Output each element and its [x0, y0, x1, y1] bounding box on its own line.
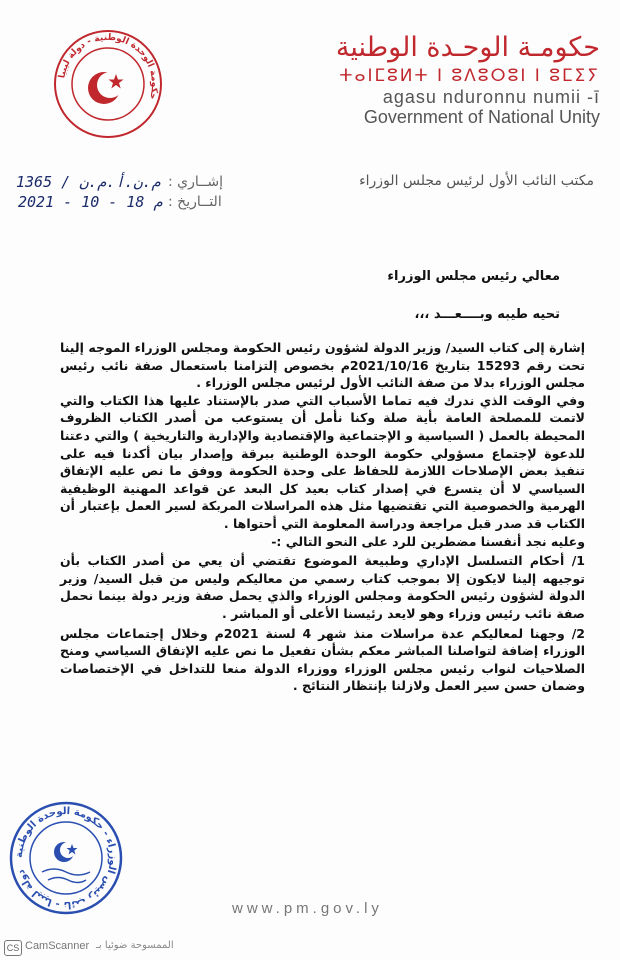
reference-number: 1365 / م.ن.أ.م.ن [16, 173, 161, 191]
website-url: www.pm.gov.ly [232, 900, 383, 917]
salutation: معالي رئيس مجلس الوزراء [387, 269, 560, 284]
government-name-arabic: حكومـة الوحـدة الوطنية [335, 32, 600, 63]
camscanner-name: CamScanner [25, 940, 90, 952]
official-stamp [8, 800, 124, 916]
paragraph-response-intro: وعليه نجد أنفسنا مضطرين للرد على النحو التالي :- [271, 533, 585, 549]
camscanner-icon: CS [4, 940, 22, 956]
paragraph-reference: إشارة إلى كتاب السيد/ وزير الدولة لشؤون رئيس الحكومة ومجلس الوزراء الموجه إلينا تحت رقم 15293 بتاريخ 2021/10/16م بخصوص إلتزامنا باستعمال صفة نائب رئيس مجلس الوزراء بدلا من صفة النائب الأول لرئيس مجلس الوزراء . [60, 340, 585, 391]
date-value: 2021 - 10 - 18 م [18, 193, 163, 211]
scanned-with-label: الممسوحة ضوئيا بـ [96, 940, 174, 951]
point-1: 1/ أحكام التسلسل الإداري وطبيعة الموضوع تقتضي أن يعي من أصدر الكتاب بأن توجيهه إلينا لايكون إلا بموجب كتاب رسمي من معاليكم وليس من قبل السيد/ وزير الدولة لشؤون رئيس الحكومة ومجلس الوزراء والذي يحمل صفة وزير دولة بينما نحمل صفة نائب رئيس وزراء وهو لايعد رئيسنا الأعلى أو المباشر . [60, 553, 585, 621]
government-name-tifinagh: ⵜⴰⵏⵎⵓⵍⵜ ⵏ ⵓⴷⵓⵔⵓⵏ ⵏ ⵓⵎⵉⵢ [339, 66, 600, 86]
government-name-amazigh-latin: agasu nduronnu numii -ī [382, 87, 600, 107]
office-name: مكتب النائب الأول لرئيس مجلس الوزراء [359, 173, 594, 189]
letter-body [60, 339, 585, 695]
greeting: تحيه طيبه وبــــعـــد ،،، [414, 307, 560, 322]
government-name-english: Government of National Unity [363, 107, 600, 127]
point-2: 2/ وجهنا لمعاليكم عدة مراسلات منذ شهر 4 لسنة 2021م وخلال إجتماعات مجلس الوزراء إضافة لتواصلنا المباشر معكم بشأن تفعيل ما نص عليه الإتفاق السياسي ومنح الصلاحيات لنواب رئيس مجلس الوزراء ووزراء الدولة منعا للتداخل في الإختصاصات وضمان حسن سير العمل ولازلنا بإنتظار النتائج . [60, 625, 585, 694]
scanner-footer [0, 935, 620, 960]
date-label: التــاريخ : [168, 194, 222, 210]
reference-label: إشــاري : [168, 174, 223, 190]
government-logo [52, 28, 164, 140]
logo-ring-text: حكومة الوحدة الوطنية - دولة ليبيا [57, 32, 160, 101]
stamp-text: دولة ليبيا - نائب رئيس الوزراء - حكومة الوحدة الوطنية [13, 805, 119, 911]
paragraph-context: وفي الوقت الذي ندرك فيه تماما الأسباب التي صدر بالإستناد عليها هذا الكتاب والتي لاتمت للمصلحة العامة بأية صلة وكنا نأمل أن يستوعب من أصدر الكتاب الظروف المحيطة بالعمل ( السياسية و الإجتماعية والإقتصادية والإدارية والتاريخية ) والتي دعتنا للدعوة لإجتماع مسؤولي حكومة الوحدة الوطنية ببرقة وإصدار بيان أكدنا فيه على تنفيذ بعض الإصلاحات اللازمة للحفاظ على وحدة الحكومة ووفق ما نص عليه الإتفاق السياسي لا أن يتسرع في إصدار كتاب بعيد كل البعد عن قواعد المهنية الوظيفية الهرمية والخصوصية التي تقتضيها مثل هذه المراسلات المربكة لسير العمل بإعتبار أن الكتاب قد صدر قبل مراجعة ودراسة المعلومة التي أحتواها . [60, 392, 585, 531]
